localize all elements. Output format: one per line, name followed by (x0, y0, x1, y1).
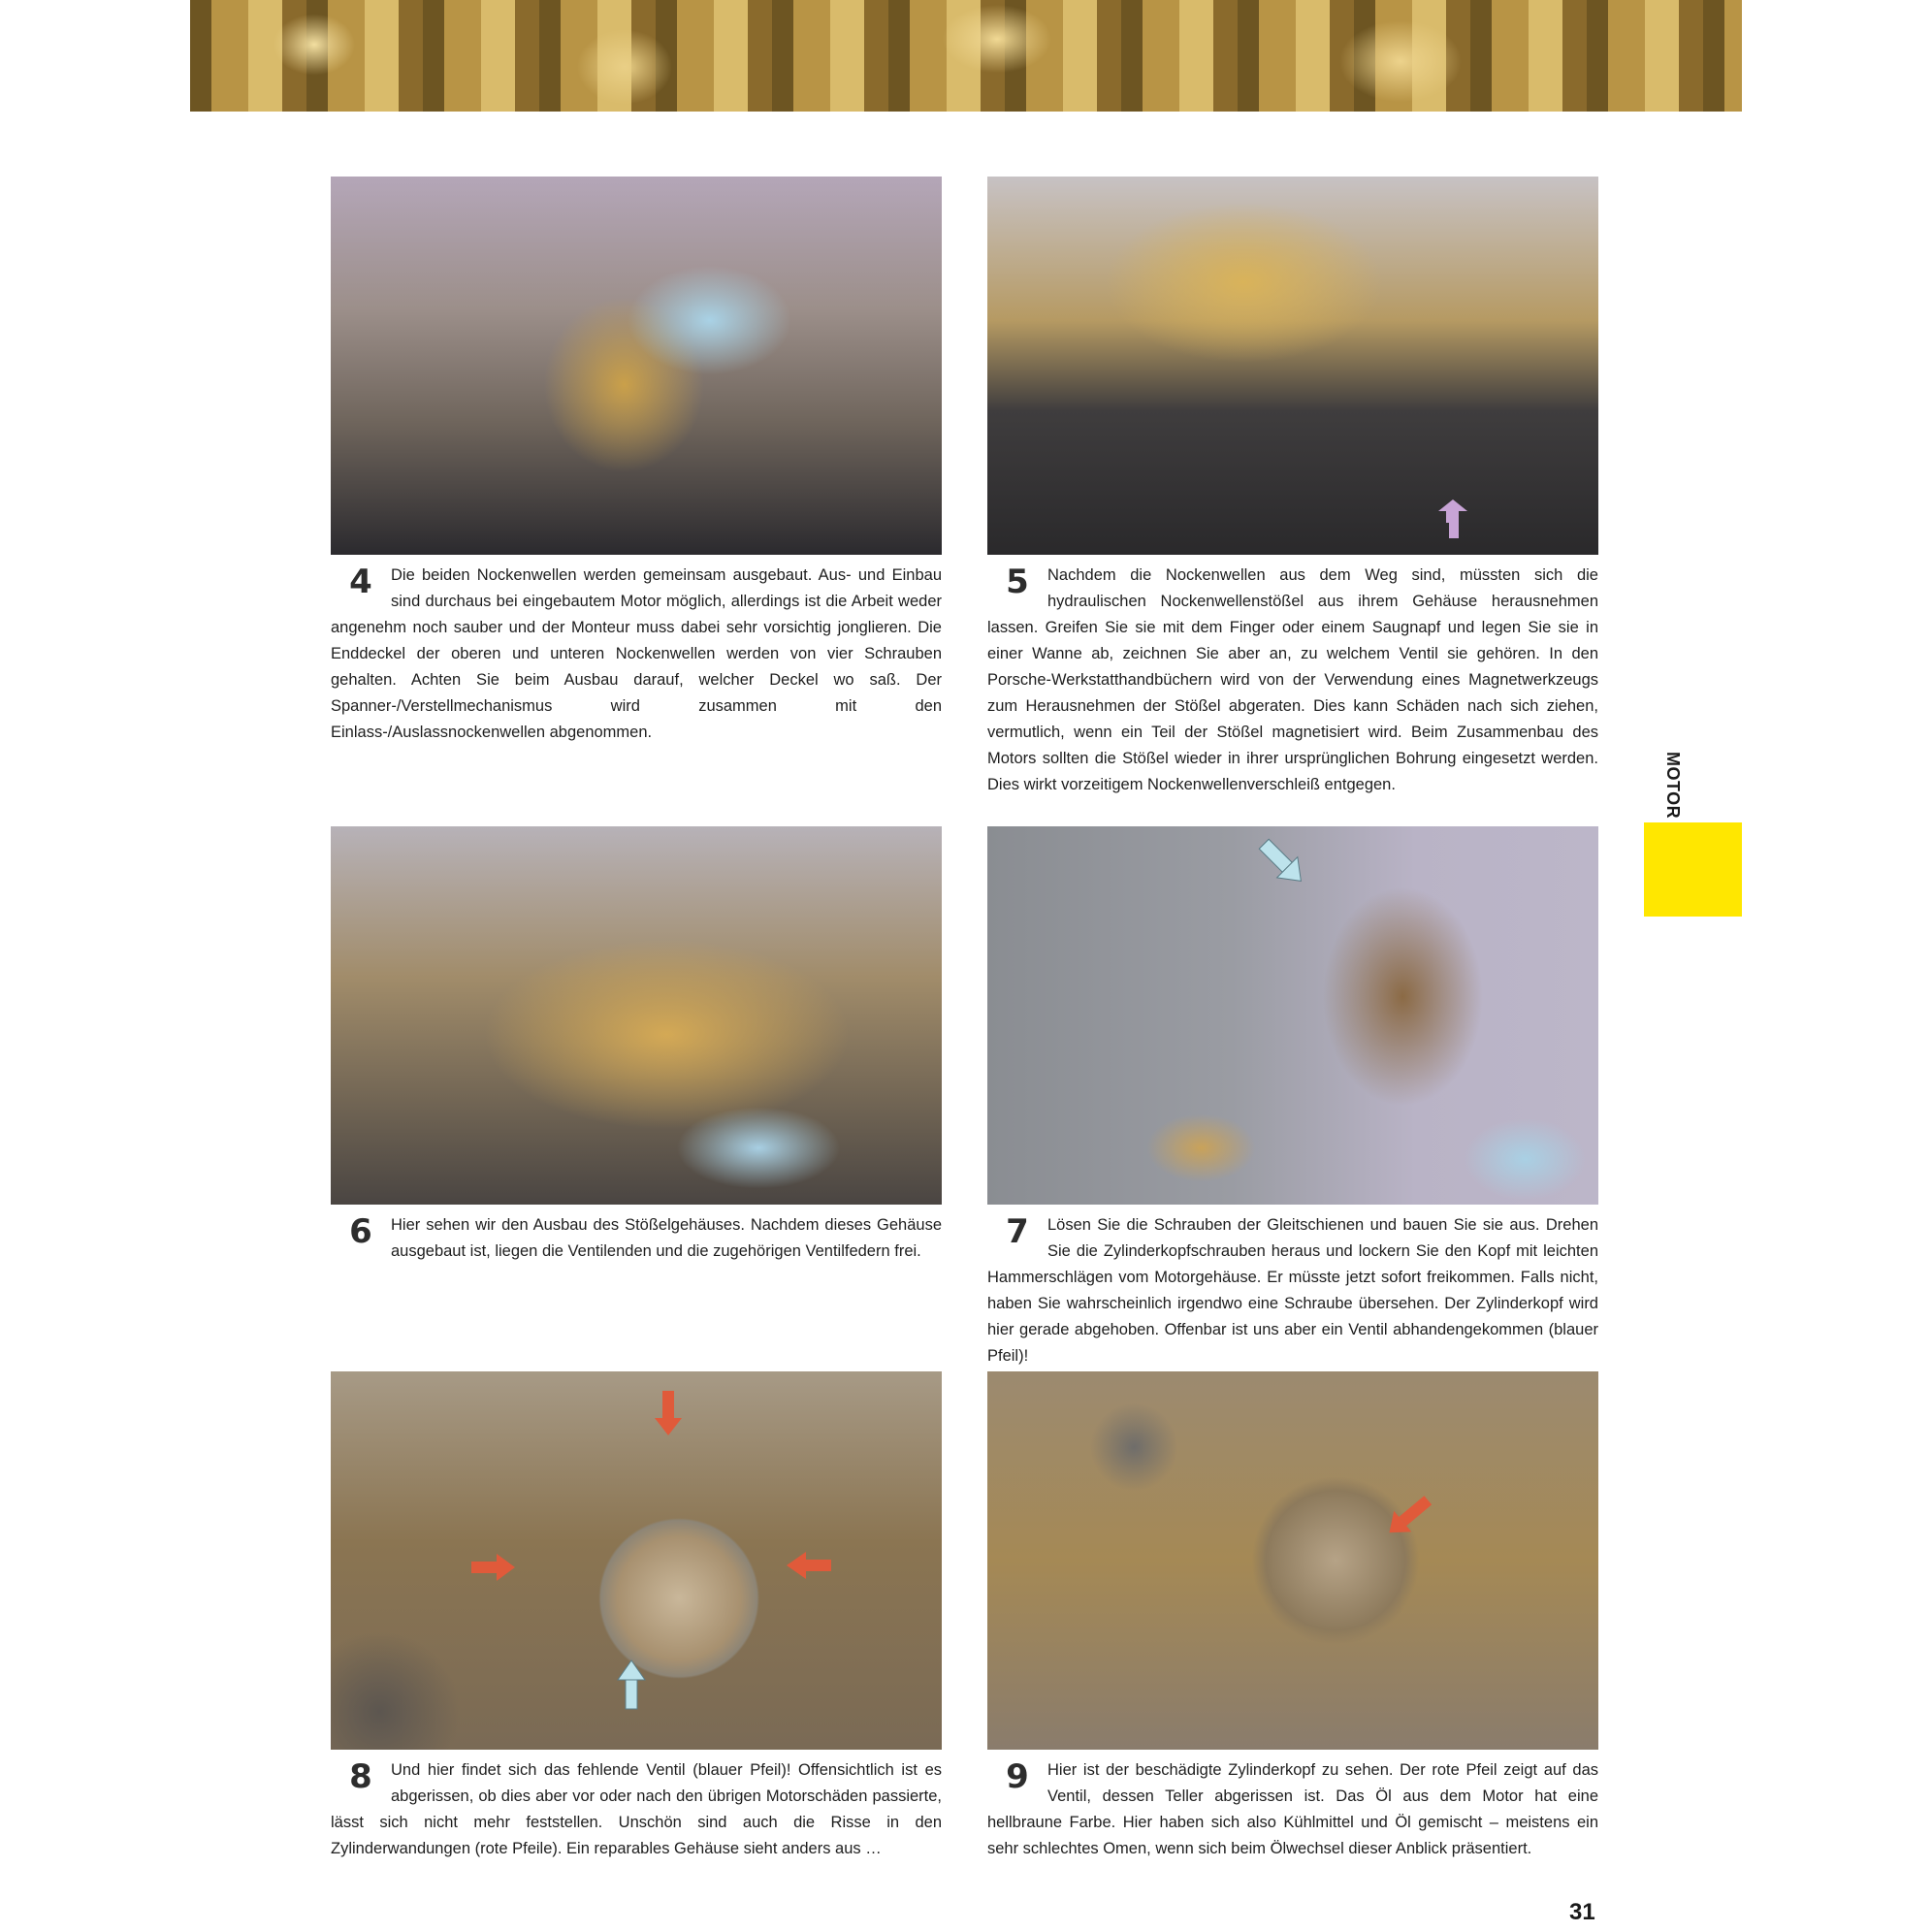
red-arrow-icon (471, 1554, 515, 1581)
purple-arrow-icon (987, 177, 1598, 555)
step-4-text: Die beiden Nockenwellen werden gemeinsam ausgebaut. Aus- und Einbau sind durchaus bei eingebautem Motor möglich, allerdings ist die Arbeit weder angenehm noch sauber und der Monteur muss dabei sehr vorsichtig jonglieren. Die Enddeckel der oberen und unteren Nockenwellen werden von vier Schrauben gehalten. Achten Sie beim Ausbau darauf, welcher Deckel wo saß. Der Spanner-/Verstellmechanismus wird zusammen mit den Einlass-/Auslassnockenwellen abgenommen. (331, 566, 942, 741)
blue-arrow-icon (987, 826, 1598, 1205)
step-8-number: 8 (349, 1757, 372, 1796)
step-8-text: Und hier findet sich das fehlende Ventil (blauer Pfeil)! Offensichtlich ist es abgerissen, ob dies aber vor oder nach den übrigen Motorschäden passierte, lässt sich nicht mehr feststellen. Unschön sind auch die Risse in den Zylinderwandungen (rote Pfeile). Ein reparables Gehäuse sieht anders aus … (331, 1761, 942, 1857)
step-5-number: 5 (1006, 563, 1029, 601)
step-9-text: Hier ist der beschädigte Zylinderkopf zu sehen. Der rote Pfeil zeigt auf das Ventil, dessen Teller abgerissen ist. Das Öl aus dem Motor hat eine hellbraune Farbe. Hier haben sich also Kühlmittel und Öl gemischt – meistens ein sehr schlechtes Omen, wenn sich beim Ölwechsel dieser Anblick präsentiert. (987, 1761, 1598, 1857)
blue-arrow-icon (618, 1660, 645, 1709)
arrow-markers (331, 1371, 942, 1750)
red-arrow-icon (987, 1371, 1598, 1750)
step-5-caption (987, 563, 1598, 798)
step-8-photo (331, 1371, 942, 1750)
step-7-photo (987, 826, 1598, 1205)
step-7-text: Lösen Sie die Schrauben der Gleitschienen und bauen Sie sie aus. Drehen Sie die Zylinderkopfschrauben heraus und lockern Sie den Kopf mit leichten Hammerschlägen vom Motorgehäuse. Er müsste jetzt sofort freikommen. Falls nicht, haben Sie wahrscheinlich irgendwo eine Schraube übersehen. Der Zylinderkopf wird hier gerade abgehoben. Offenbar ist uns aber ein Ventil abhandengekommen (blauer Pfeil)! (987, 1216, 1598, 1365)
step-5-photo (987, 177, 1598, 555)
red-arrow-icon (787, 1552, 831, 1579)
section-color-tab (1644, 822, 1742, 917)
step-9-caption (987, 1757, 1598, 1862)
step-9-number: 9 (1006, 1757, 1029, 1796)
step-7-caption (987, 1212, 1598, 1369)
step-4-number: 4 (349, 563, 372, 601)
step-6-text: Hier sehen wir den Ausbau des Stößelgehäuses. Nachdem dieses Gehäuse ausgebaut ist, liegen die Ventilenden und die zugehörigen Ventilfedern frei. (391, 1216, 942, 1260)
step-4-photo (331, 177, 942, 555)
step-6-number: 6 (349, 1212, 372, 1251)
page-number: 31 (1569, 1899, 1595, 1925)
header-banner-photo (190, 0, 1742, 112)
step-4-caption (331, 563, 942, 746)
step-8-caption (331, 1757, 942, 1862)
step-6-caption (331, 1212, 942, 1265)
step-9-photo (987, 1371, 1598, 1750)
step-7-number: 7 (1006, 1212, 1029, 1251)
step-5-text: Nachdem die Nockenwellen aus dem Weg sind, müssten sich die hydraulischen Nockenwellenstößel aus ihrem Gehäuse herausnehmen lassen. Greifen Sie sie mit dem Finger oder einem Saugnapf und legen Sie sie in einer Wanne ab, zeichnen Sie aber an, zu welchem Ventil sie gehören. In den Porsche-Werkstatthandbüchern wird von der Verwendung eines Magnetwerkzeugs zum Herausnehmen der Stößel abgeraten. Dies kann Schäden nach sich ziehen, vermutlich, wenn ein Teil der Stößel magnetisiert wird. Beim Zusammenbau des Motors sollten die Stößel wieder in ihrer ursprünglichen Bohrung eingesetzt werden. Dies wirkt vorzeitigem Nockenwellenverschleiß entgegen. (987, 566, 1598, 793)
step-6-photo (331, 826, 942, 1205)
section-label: MOTOR (1663, 752, 1683, 820)
red-arrow-icon (655, 1391, 682, 1435)
